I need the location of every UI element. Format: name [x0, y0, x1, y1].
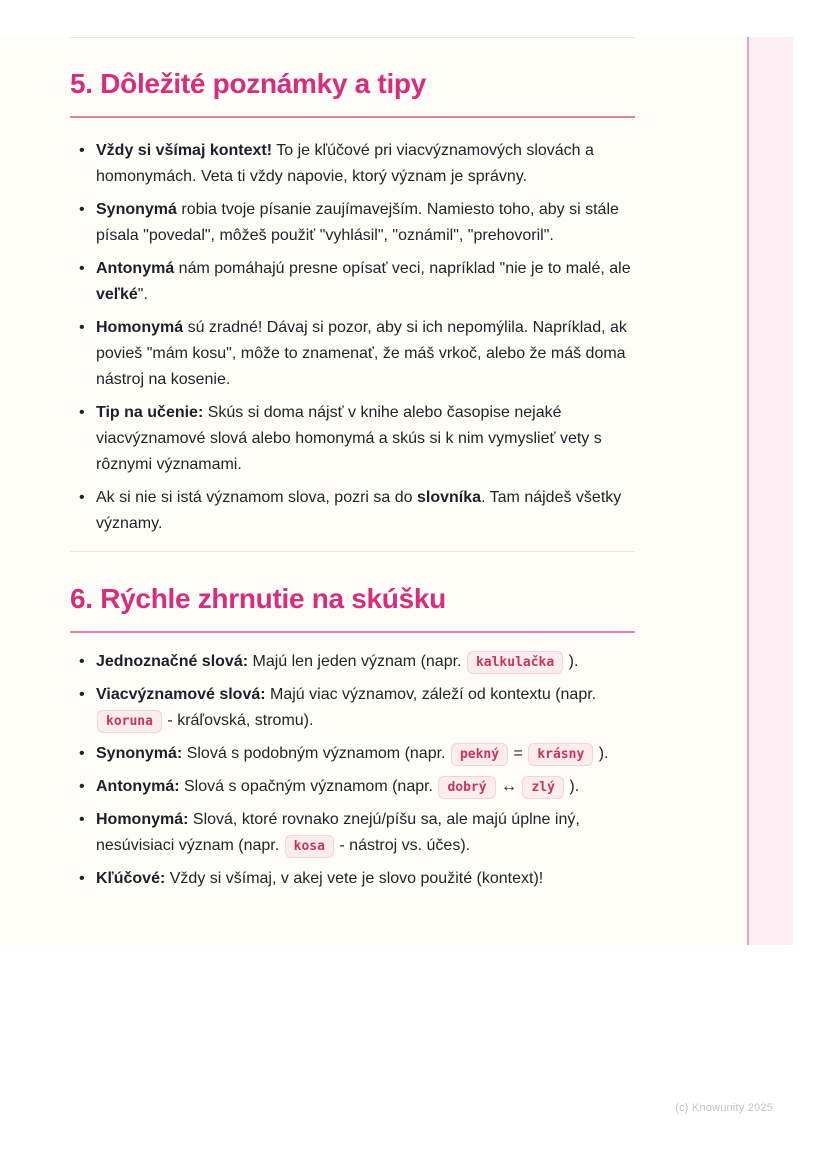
list-item: • Viacvýznamové slová: Majú viac významov, záleží od kontextu (napr. koruna - kráľovská, stromu).	[96, 682, 635, 734]
section-title-underline	[70, 116, 635, 118]
code-chip: krásny	[528, 743, 593, 766]
list-item: • Homonymá sú zradné! Dávaj si pozor, aby si ich nepomýlila. Napríklad, ak povieš "mám kosu", môže to znamenať, že máš vrkoč, alebo že máš doma nástroj na kosenie.	[96, 315, 635, 393]
bold-text: Tip na učenie:	[96, 404, 204, 421]
bold-text: Jednoznačné slová:	[96, 653, 249, 670]
bold-text: Homonymá	[96, 319, 184, 336]
bullet-list	[70, 138, 635, 537]
bold-text: slovníka	[417, 489, 482, 506]
code-chip: kosa	[285, 835, 334, 858]
bold-text: Homonymá:	[96, 811, 189, 828]
code-chip: zlý	[522, 776, 563, 799]
code-chip: dobrý	[438, 776, 495, 799]
copyright-footer: (c) Knowunity 2025	[675, 1102, 773, 1114]
bold-text: Synonymá	[96, 201, 177, 218]
bold-text: Viacvýznamové slová:	[96, 686, 266, 703]
bold-text: Antonymá	[96, 260, 175, 277]
list-item: • Antonymá nám pomáhajú presne opísať veci, napríklad "nie je to malé, ale veľké".	[96, 256, 635, 308]
bold-text: Kľúčové:	[96, 870, 166, 887]
list-item: • Homonymá: Slová, ktoré rovnako znejú/píšu sa, ale majú úplne iný, nesúvisiaci význam (napr. kosa - nástroj vs. účes).	[96, 807, 635, 859]
code-chip: koruna	[97, 710, 162, 733]
bold-text: veľké	[96, 286, 138, 303]
list-item: • Kľúčové: Vždy si všímaj, v akej vete je slovo použité (kontext)!	[96, 866, 635, 892]
page-margin-highlight	[747, 37, 793, 945]
bold-text: Synonymá:	[96, 745, 183, 762]
document-content	[70, 37, 635, 892]
list-item: • Tip na učenie: Skús si doma nájsť v knihe alebo časopise nejaké viacvýznamové slová alebo homonymá a skús si k nim vymyslieť vety s rôznymi významami.	[96, 400, 635, 478]
code-chip: kalkulačka	[467, 651, 563, 674]
list-item: • Ak si nie si istá významom slova, pozri sa do slovníka. Tam nájdeš všetky významy.	[96, 485, 635, 537]
section-exam-summary	[70, 582, 635, 892]
section-divider	[70, 551, 635, 552]
bold-text: Antonymá:	[96, 778, 180, 795]
section-title-underline	[70, 631, 635, 633]
section-title: 5. Dôležité poznámky a tipy	[70, 68, 426, 99]
list-item: • Jednoznačné slová: Majú len jeden význam (napr. kalkulačka ).	[96, 649, 635, 675]
code-chip: pekný	[451, 743, 508, 766]
section-title: 6. Rýchle zhrnutie na skúšku	[70, 583, 446, 614]
list-item: • Vždy si všímaj kontext! To je kľúčové pri viacvýznamových slovách a homonymách. Veta ti vždy napovie, ktorý význam je správny.	[96, 138, 635, 190]
list-item: • Synonymá robia tvoje písanie zaujímavejším. Namiesto toho, aby si stále písala "povedal", môžeš použiť "vyhlásil", "oznámil", "prehovoril".	[96, 197, 635, 249]
bold-text: Vždy si všímaj kontext!	[96, 142, 273, 159]
section-notes-and-tips	[70, 67, 635, 537]
list-item: • Antonymá: Slová s opačným významom (napr. dobrý ↔ zlý ).	[96, 774, 635, 800]
bullet-list	[70, 649, 635, 892]
list-item: • Synonymá: Slová s podobným významom (napr. pekný = krásny ).	[96, 741, 635, 767]
